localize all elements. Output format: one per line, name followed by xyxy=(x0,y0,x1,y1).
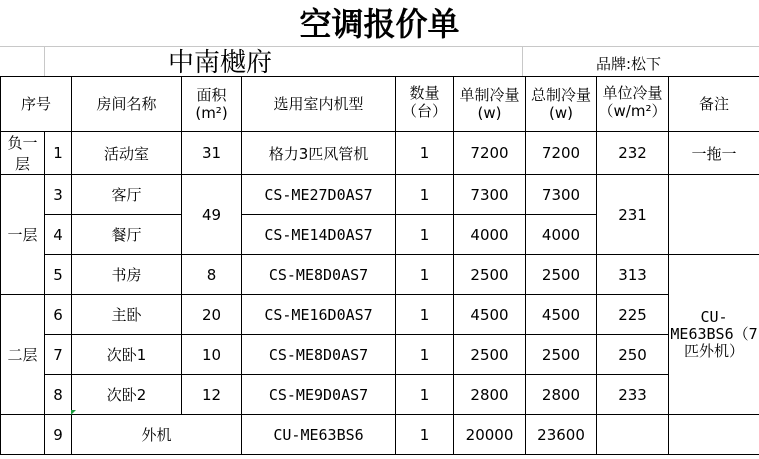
qty-cell: 1 xyxy=(396,175,454,215)
row-no: 6 xyxy=(45,295,72,335)
note-cell xyxy=(669,215,759,255)
table-row xyxy=(1,132,759,175)
per-area-cell xyxy=(597,415,669,455)
header-qty-text: 数量（台） xyxy=(402,84,448,120)
qty-cell: 1 xyxy=(396,375,454,415)
note-cell xyxy=(669,415,759,455)
model-cell: CS-ME16D0AS7 xyxy=(242,295,396,335)
document-title: 空调报价单 xyxy=(299,5,460,43)
header-qty xyxy=(396,77,454,132)
room-name: 活动室 xyxy=(72,132,182,175)
row-no: 3 xyxy=(45,175,72,215)
floor-label-second: 二层 xyxy=(1,295,45,415)
unit-cooling-cell: 7200 xyxy=(454,132,526,175)
qty-cell: 1 xyxy=(396,255,454,295)
header-area-line2: (m²) xyxy=(195,104,228,122)
table-row xyxy=(1,175,759,215)
table-row xyxy=(1,375,759,415)
model-cell: CS-ME14D0AS7 xyxy=(242,215,396,255)
brand-label: 品牌:松下 xyxy=(596,55,662,73)
table-row xyxy=(1,415,759,455)
qty-cell: 1 xyxy=(396,415,454,455)
per-area-cell: 231 xyxy=(597,175,669,255)
area-cell: 49 xyxy=(182,175,242,255)
quote-table xyxy=(0,76,759,455)
room-name: 书房 xyxy=(72,255,182,295)
header-model: 选用室内机型 xyxy=(242,77,396,132)
total-cooling-cell: 7300 xyxy=(526,175,597,215)
table-row xyxy=(1,335,759,375)
title-row xyxy=(0,0,759,47)
qty-cell: 1 xyxy=(396,335,454,375)
total-cooling-cell: 2500 xyxy=(526,255,597,295)
area-cell: 8 xyxy=(182,255,242,295)
model-cell: CS-ME9D0AS7 xyxy=(242,375,396,415)
unit-cooling-cell: 20000 xyxy=(454,415,526,455)
model-cell: CS-ME8D0AS7 xyxy=(242,335,396,375)
row-no: 7 xyxy=(45,335,72,375)
area-cell: 12 xyxy=(182,375,242,415)
comment-indicator xyxy=(71,410,76,415)
row-no: 9 xyxy=(45,415,72,455)
unit-cooling-cell: 4500 xyxy=(454,295,526,335)
area-cell: 10 xyxy=(182,335,242,375)
row-no: 5 xyxy=(45,255,72,295)
room-name: 次卧1 xyxy=(72,335,182,375)
floor-label-first: 一层 xyxy=(1,175,45,295)
sheet-bottom-edge xyxy=(0,451,759,459)
total-cooling-cell: 23600 xyxy=(526,415,597,455)
row-no: 8 xyxy=(45,375,72,415)
qty-cell: 1 xyxy=(396,215,454,255)
gridline xyxy=(44,47,45,76)
total-cooling-cell: 7200 xyxy=(526,132,597,175)
table-header-row xyxy=(1,77,759,132)
project-name: 中南樾府 xyxy=(167,48,272,78)
row-no: 4 xyxy=(45,215,72,255)
unit-cooling-cell: 4000 xyxy=(454,215,526,255)
unit-cooling-cell: 7300 xyxy=(454,175,526,215)
note-cell: 一拖一 xyxy=(669,132,759,175)
room-name: 客厅 xyxy=(72,175,182,215)
total-cooling-cell: 4500 xyxy=(526,295,597,335)
row-no: 1 xyxy=(45,132,72,175)
unit-cooling-cell: 2500 xyxy=(454,255,526,295)
floor-label-basement: 负一层 xyxy=(1,132,45,175)
qty-cell: 1 xyxy=(396,132,454,175)
per-area-cell: 233 xyxy=(597,375,669,415)
table-row xyxy=(1,295,759,335)
header-per-area-text: 单位冷量（w/m²） xyxy=(598,84,667,120)
header-room: 房间名称 xyxy=(72,77,182,132)
model-cell: CS-ME8D0AS7 xyxy=(242,255,396,295)
room-name: 外机 xyxy=(72,415,242,455)
table-row xyxy=(1,255,759,295)
per-area-cell: 232 xyxy=(597,132,669,175)
model-cell: CU-ME63BS6 xyxy=(242,415,396,455)
unit-cooling-cell: 2500 xyxy=(454,335,526,375)
area-cell: 31 xyxy=(182,132,242,175)
gridline xyxy=(522,47,523,76)
area-cell: 20 xyxy=(182,295,242,335)
header-total-cooling: 总制冷量(w) xyxy=(526,77,597,132)
header-unit-cooling: 单制冷量(w) xyxy=(454,77,526,132)
floor-label-empty xyxy=(1,415,45,455)
header-note: 备注 xyxy=(669,77,759,132)
note-cell xyxy=(669,175,759,215)
room-name: 餐厅 xyxy=(72,215,182,255)
per-area-cell: 313 xyxy=(597,255,669,295)
total-cooling-cell: 2500 xyxy=(526,335,597,375)
outdoor-unit-note: CU-ME63BS6（7匹外机） xyxy=(669,255,759,415)
unit-cooling-cell: 2800 xyxy=(454,375,526,415)
per-area-cell: 250 xyxy=(597,335,669,375)
total-cooling-cell: 2800 xyxy=(526,375,597,415)
header-seq: 序号 xyxy=(1,77,72,132)
total-cooling-cell: 4000 xyxy=(526,215,597,255)
header-area-line1: 面积 xyxy=(196,86,227,104)
model-cell: CS-ME27D0AS7 xyxy=(242,175,396,215)
room-name: 主卧 xyxy=(72,295,182,335)
header-cooling-per-area xyxy=(597,77,669,132)
room-name: 次卧2 xyxy=(72,375,182,415)
per-area-cell: 225 xyxy=(597,295,669,335)
qty-cell: 1 xyxy=(396,295,454,335)
header-area xyxy=(182,77,242,132)
model-cell: 格力3匹风管机 xyxy=(242,132,396,175)
